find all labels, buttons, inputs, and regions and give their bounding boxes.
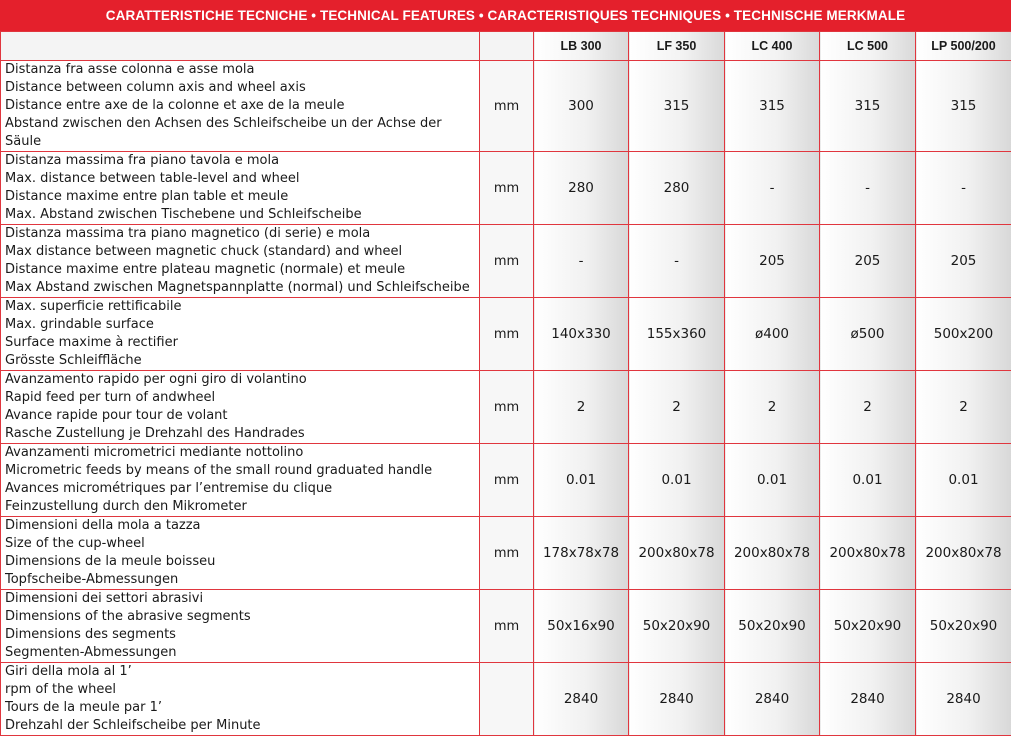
value-cell: 280 bbox=[534, 152, 629, 225]
column-header: LP 500/200 bbox=[916, 32, 1011, 61]
value-cell: 2 bbox=[629, 371, 725, 444]
description-line: Distance between column axis and wheel axis bbox=[5, 79, 479, 97]
value-cell: 205 bbox=[916, 225, 1011, 298]
description-line: Grösste Schleiffläche bbox=[5, 352, 479, 370]
value-cell: 0.01 bbox=[820, 444, 916, 517]
value-cell: - bbox=[534, 225, 629, 298]
description-line: Distance maxime entre plan table et meule bbox=[5, 188, 479, 206]
description-line: Distance maxime entre plateau magnetic (normale) et meule bbox=[5, 261, 479, 279]
table-row bbox=[1, 298, 1011, 371]
description-line: Topfscheibe-Abmessungen bbox=[5, 571, 479, 589]
unit-cell: mm bbox=[480, 61, 534, 152]
value-cell: 315 bbox=[820, 61, 916, 152]
value-cell: 140x330 bbox=[534, 298, 629, 371]
value-cell: 2 bbox=[820, 371, 916, 444]
value-cell: 2840 bbox=[629, 663, 725, 736]
description-line: Rapid feed per turn of andwheel bbox=[5, 389, 479, 407]
value-cell: 0.01 bbox=[725, 444, 820, 517]
value-cell: 50x16x90 bbox=[534, 590, 629, 663]
description-line: Abstand zwischen den Achsen des Schleifscheibe un der Achse der bbox=[5, 115, 479, 133]
value-cell: 178x78x78 bbox=[534, 517, 629, 590]
unit-cell: mm bbox=[480, 225, 534, 298]
table-row bbox=[1, 225, 1011, 298]
description-line: Distanza massima fra piano tavola e mola bbox=[5, 152, 479, 170]
value-cell: - bbox=[820, 152, 916, 225]
header-row bbox=[1, 32, 1011, 61]
unit-cell: mm bbox=[480, 371, 534, 444]
column-header: LC 400 bbox=[725, 32, 820, 61]
description-line: Max. superficie rettificabile bbox=[5, 298, 479, 316]
value-cell: 0.01 bbox=[629, 444, 725, 517]
description-line: Feinzustellung durch den Mikrometer bbox=[5, 498, 479, 516]
description-line: Avanzamenti micrometrici mediante nottolino bbox=[5, 444, 479, 462]
description-line: Dimensioni dei settori abrasivi bbox=[5, 590, 479, 608]
unit-cell: mm bbox=[480, 152, 534, 225]
feature-description bbox=[1, 517, 480, 590]
value-cell: 2 bbox=[725, 371, 820, 444]
feature-description bbox=[1, 590, 480, 663]
column-header: LC 500 bbox=[820, 32, 916, 61]
description-line: Drehzahl der Schleifscheibe per Minute bbox=[5, 717, 479, 735]
column-header: LF 350 bbox=[629, 32, 725, 61]
description-line: Segmenten-Abmessungen bbox=[5, 644, 479, 662]
value-cell: 205 bbox=[820, 225, 916, 298]
description-line: Distance entre axe de la colonne et axe de la meule bbox=[5, 97, 479, 115]
unit-cell: mm bbox=[480, 517, 534, 590]
table-row bbox=[1, 444, 1011, 517]
value-cell: 2840 bbox=[820, 663, 916, 736]
value-cell: 50x20x90 bbox=[916, 590, 1011, 663]
value-cell: 0.01 bbox=[916, 444, 1011, 517]
value-cell: 315 bbox=[916, 61, 1011, 152]
value-cell: - bbox=[916, 152, 1011, 225]
table-row bbox=[1, 152, 1011, 225]
description-line: Max. grindable surface bbox=[5, 316, 479, 334]
value-cell: 200x80x78 bbox=[725, 517, 820, 590]
description-line: Distanza fra asse colonna e asse mola bbox=[5, 61, 479, 79]
description-line: Max. distance between table-level and wheel bbox=[5, 170, 479, 188]
value-cell: 0.01 bbox=[534, 444, 629, 517]
unit-cell: mm bbox=[480, 444, 534, 517]
section-banner: CARATTERISTICHE TECNICHE • TECHNICAL FEATURES • CARACTERISTIQUES TECHNIQUES • TECHNISCHE MERKMALE bbox=[0, 0, 1011, 31]
column-header: LB 300 bbox=[534, 32, 629, 61]
description-line: Avances micrométriques par l’entremise du clique bbox=[5, 480, 479, 498]
feature-description bbox=[1, 61, 480, 152]
header-blank-unit bbox=[480, 32, 534, 61]
table-row bbox=[1, 590, 1011, 663]
description-line: Max. Abstand zwischen Tischebene und Schleifscheibe bbox=[5, 206, 479, 224]
value-cell: 2 bbox=[534, 371, 629, 444]
value-cell: - bbox=[629, 225, 725, 298]
description-line: Dimensioni della mola a tazza bbox=[5, 517, 479, 535]
unit-cell: mm bbox=[480, 298, 534, 371]
header-blank-desc bbox=[1, 32, 480, 61]
description-line: Size of the cup-wheel bbox=[5, 535, 479, 553]
feature-description bbox=[1, 152, 480, 225]
value-cell: 2 bbox=[916, 371, 1011, 444]
unit-cell: mm bbox=[480, 590, 534, 663]
value-cell: 500x200 bbox=[916, 298, 1011, 371]
feature-description bbox=[1, 298, 480, 371]
value-cell: 2840 bbox=[534, 663, 629, 736]
value-cell: 205 bbox=[725, 225, 820, 298]
description-line: Dimensions de la meule boisseu bbox=[5, 553, 479, 571]
description-line: Micrometric feeds by means of the small round graduated handle bbox=[5, 462, 479, 480]
value-cell: 300 bbox=[534, 61, 629, 152]
feature-description bbox=[1, 663, 480, 736]
feature-description bbox=[1, 225, 480, 298]
table-row bbox=[1, 371, 1011, 444]
description-line: Säule bbox=[5, 133, 479, 151]
description-line: Max Abstand zwischen Magnetspannplatte (normal) und Schleifscheibe bbox=[5, 279, 479, 297]
value-cell: ø500 bbox=[820, 298, 916, 371]
feature-description bbox=[1, 371, 480, 444]
value-cell: 50x20x90 bbox=[725, 590, 820, 663]
value-cell: 315 bbox=[629, 61, 725, 152]
spec-table bbox=[0, 31, 1011, 736]
description-line: Dimensions des segments bbox=[5, 626, 479, 644]
value-cell: - bbox=[725, 152, 820, 225]
value-cell: 280 bbox=[629, 152, 725, 225]
description-line: Rasche Zustellung je Drehzahl des Handrades bbox=[5, 425, 479, 443]
value-cell: 200x80x78 bbox=[916, 517, 1011, 590]
value-cell: 50x20x90 bbox=[820, 590, 916, 663]
value-cell: 200x80x78 bbox=[820, 517, 916, 590]
value-cell: ø400 bbox=[725, 298, 820, 371]
value-cell: 50x20x90 bbox=[629, 590, 725, 663]
unit-cell bbox=[480, 663, 534, 736]
table-row bbox=[1, 61, 1011, 152]
description-line: Giri della mola al 1’ bbox=[5, 663, 479, 681]
description-line: Distanza massima tra piano magnetico (di serie) e mola bbox=[5, 225, 479, 243]
description-line: Tours de la meule par 1’ bbox=[5, 699, 479, 717]
value-cell: 155x360 bbox=[629, 298, 725, 371]
description-line: Surface maxime à rectifier bbox=[5, 334, 479, 352]
description-line: Max distance between magnetic chuck (standard) and wheel bbox=[5, 243, 479, 261]
value-cell: 315 bbox=[725, 61, 820, 152]
table-row bbox=[1, 663, 1011, 736]
value-cell: 2840 bbox=[725, 663, 820, 736]
description-line: rpm of the wheel bbox=[5, 681, 479, 699]
description-line: Dimensions of the abrasive segments bbox=[5, 608, 479, 626]
value-cell: 2840 bbox=[916, 663, 1011, 736]
value-cell: 200x80x78 bbox=[629, 517, 725, 590]
description-line: Avance rapide pour tour de volant bbox=[5, 407, 479, 425]
table-row bbox=[1, 517, 1011, 590]
description-line: Avanzamento rapido per ogni giro di volantino bbox=[5, 371, 479, 389]
feature-description bbox=[1, 444, 480, 517]
